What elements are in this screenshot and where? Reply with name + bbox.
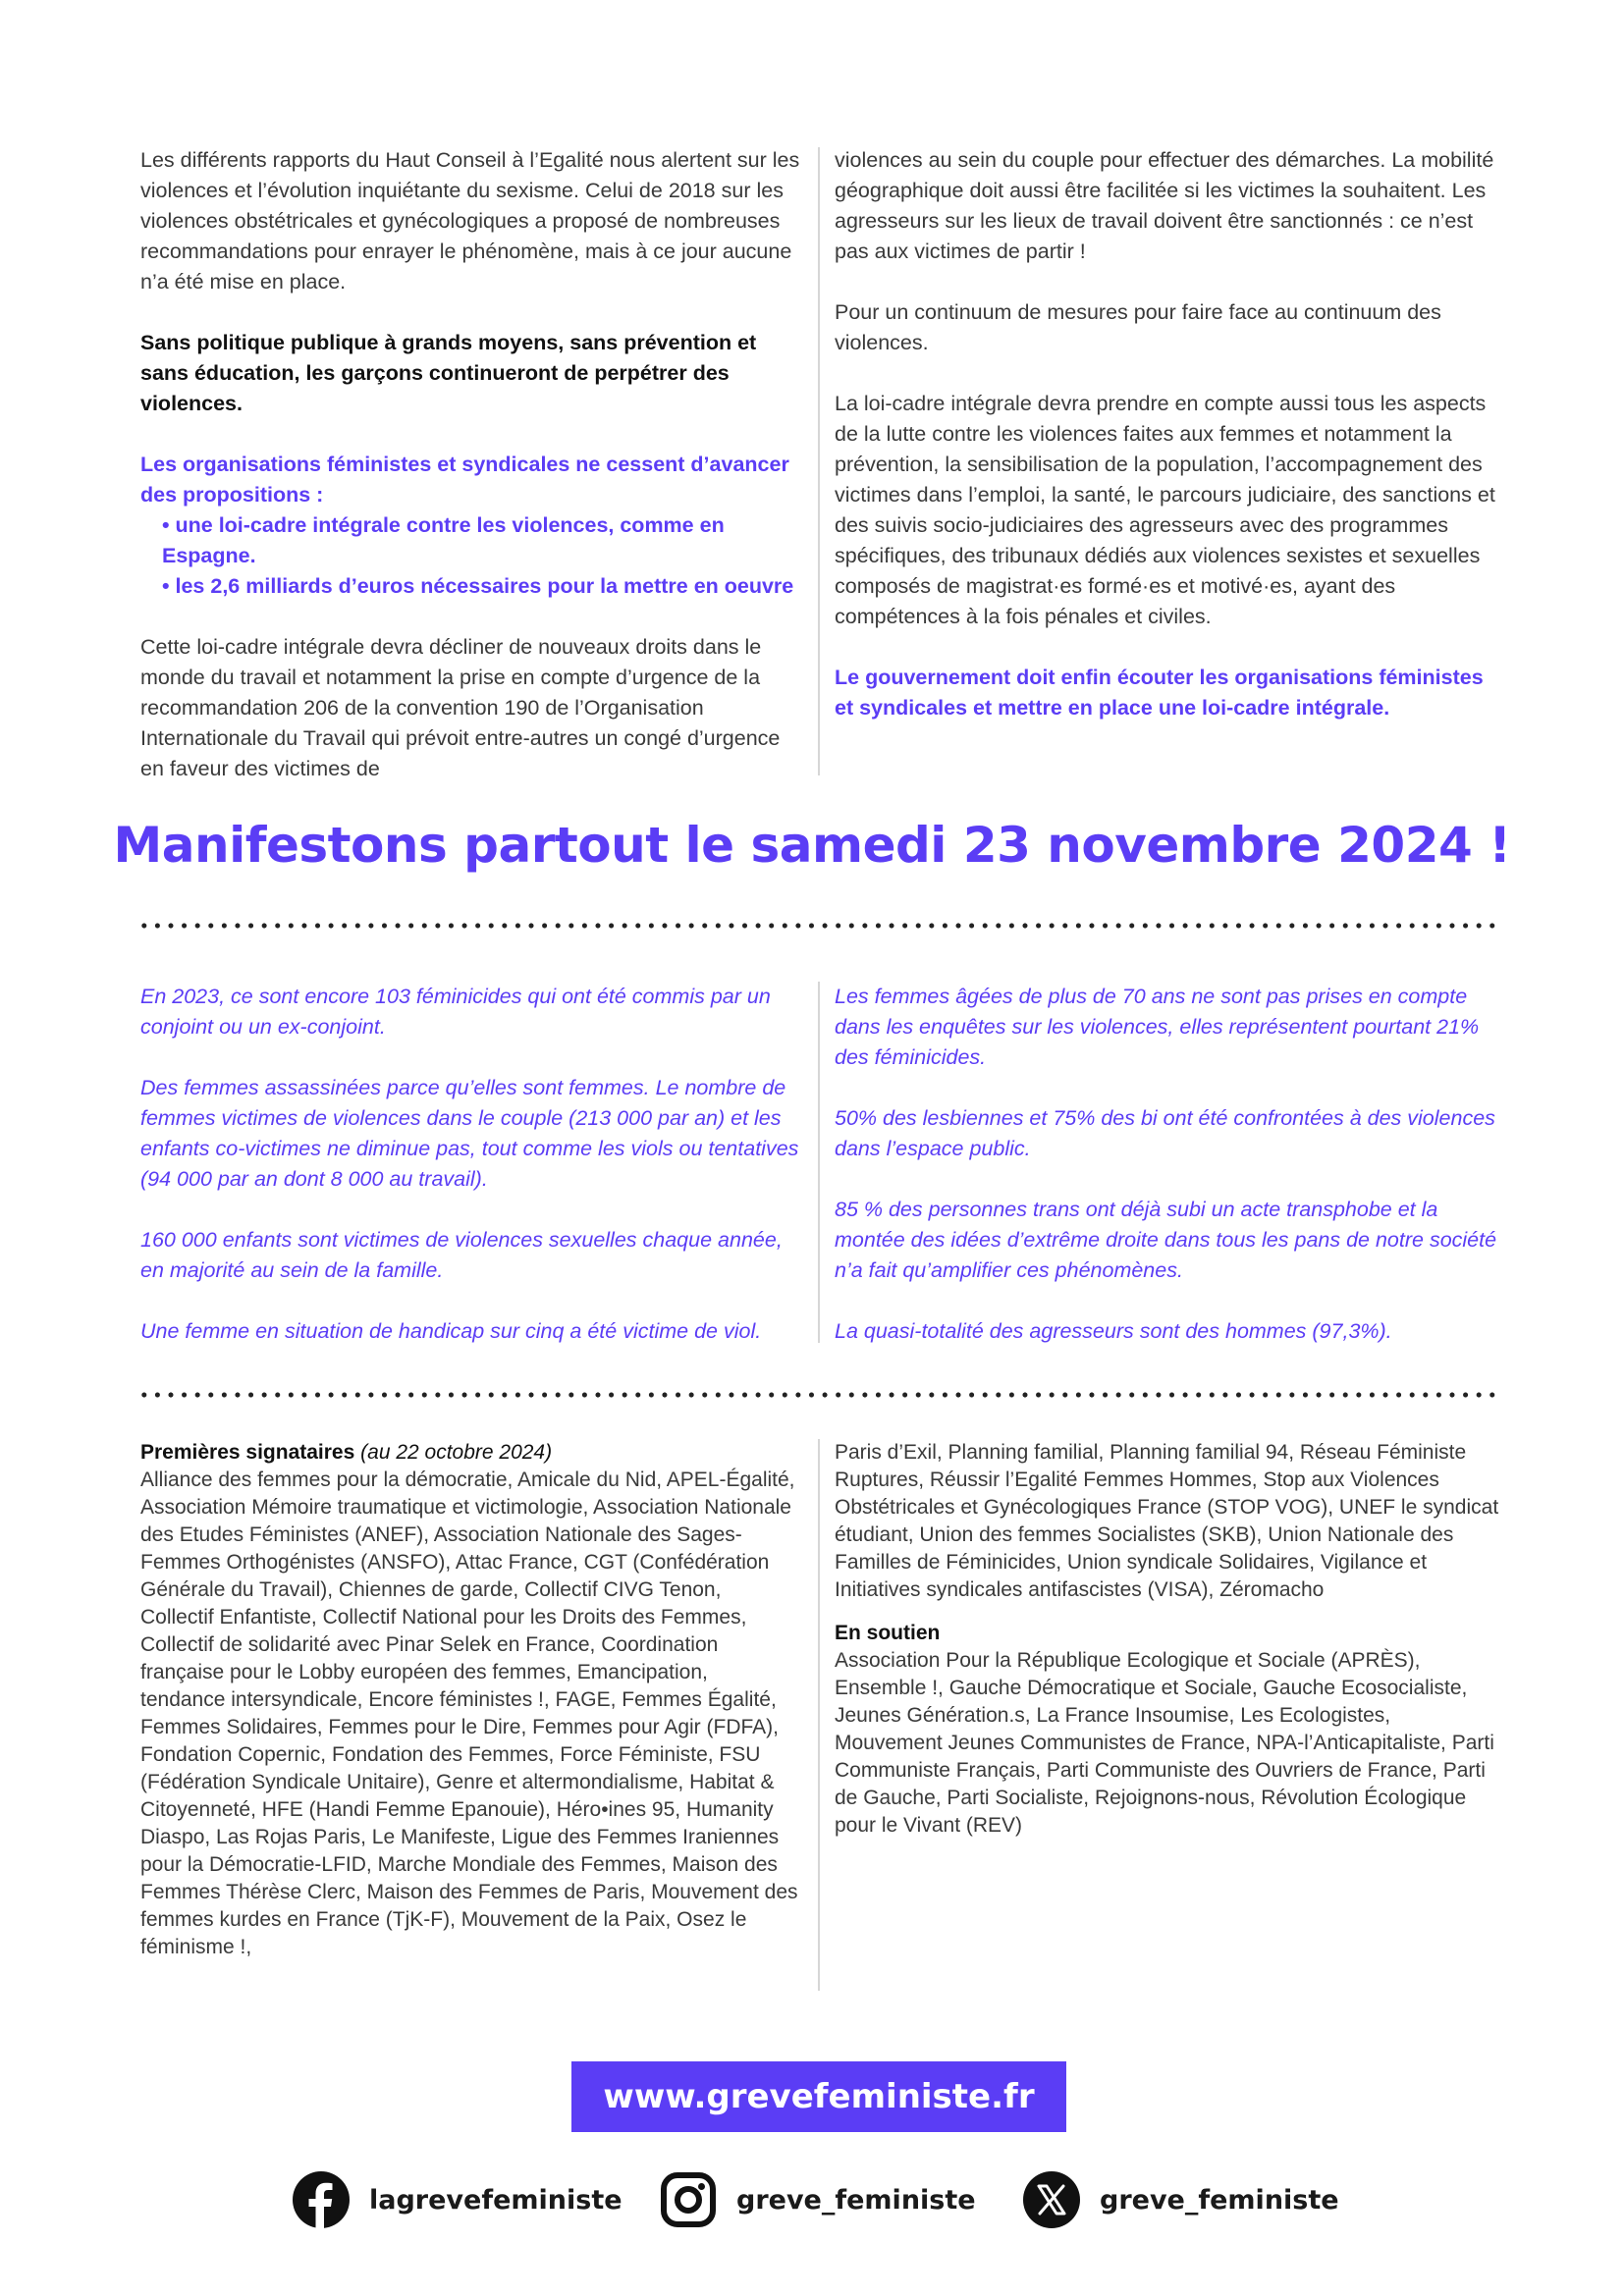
stat-item: Des femmes assassinées parce qu’elles sont femmes. Le nombre de femmes victimes de violences dans le couple (213 000 par an) et les enfants co-victimes ne diminue pas, tout comme les viols ou tentatives (94 000 par an dont 8 000 au travail).	[140, 1076, 799, 1191]
stat-item: Les femmes âgées de plus de 70 ans ne sont pas prises en compte dans les enquêtes sur les violences, elles représentent pourtant 21% des féminicides.	[835, 985, 1480, 1069]
instagram-icon	[660, 2171, 717, 2228]
intro-left-column	[140, 145, 808, 784]
signatories-list: Alliance des femmes pour la démocratie, Amicale du Nid, APEL-Égalité, Association Mémoire traumatique et victimologie, Association Nationale des Etudes Féministes (ANEF), Association Nationale des Sages-Femmes Orthogénistes (ANSFO), Attac France, CGT (Confédération Générale du Travail), Chiennes de garde, Collectif CIVG Tenon, Collectif Enfantiste, Collectif National pour les Droits des Femmes, Collectif de solidarité avec Pinar Selek en France, Coordination française pour le Lobby européen des femmes, Emancipation, tendance intersyndicale, Encore féministes !, FAGE, Femmes Égalité, Femmes Solidaires, Femmes pour le Dire, Femmes pour Agir (FDFA), Fondation Copernic, Fondation des Femmes, Force Féministe, FSU (Fédération Syndicale Unitaire), Genre et altermondialisme, Habitat & Citoyenneté, HFE (Handi Femme Epanouie), Héro•ines 95, Humanity Diaspo, Las Rojas Paris, Le Manifeste, Ligue des Femmes Iraniennes pour la Démocratie-LFID, Marche Mondiale des Femmes, Maison des Femmes Thérèse Clerc, Maison des Femmes de Paris, Mouvement des femmes kurdes en France (TjK-F), Mouvement de la Paix, Osez le féminisme !,	[140, 1468, 798, 1958]
signatories-heading	[140, 1439, 798, 1467]
stat-item: 160 000 enfants sont victimes de violences sexuelles chaque année, en majorité au sein de la famille.	[140, 1228, 783, 1282]
continuum-paragraph: Pour un continuum de mesures pour faire face au continuum des violences.	[835, 300, 1441, 354]
loi-cadre-paragraph: Cette loi-cadre intégrale devra décliner de nouveaux droits dans le monde du travail et notamment la prise en compte d’urgence de la recommandation 206 de la convention 190 de l’Organisation Internationale du Travail qui prévoit entre-autres un congé d’urgence en faveur des victimes de	[140, 635, 781, 780]
x-handle: greve_feministe	[1100, 2184, 1339, 2216]
support-heading: En soutien	[835, 1622, 941, 1644]
signatories-list-continued: Paris d’Exil, Planning familial, Planning familial 94, Réseau Féministe Ruptures, Réussir l’Egalité Femmes Hommes, Stop aux Violences Obstétricales et Gynécologiques France (STOP VOG), UNEF le syndicat étudiant, Union des femmes Socialistes (SKB), Union Nationale des Familles de Féminicides, Union syndicale Solidaires, Vigilance et Initiatives syndicales antifascistes (VISA), Zéromacho	[835, 1441, 1499, 1601]
dotted-separator	[137, 1392, 1497, 1398]
support-list: Association Pour la République Ecologique et Sociale (APRÈS), Ensemble !, Gauche Démocratique et Sociale, Gauche Ecosocialiste, Jeunes Génération.s, La France Insoumise, Les Ecologistes, Mouvement Jeunes Communistes de France, NPA-l’Anticapitaliste, Parti Communiste Français, Parti Communiste des Ouvriers de France, Parti de Gauche, Parti Socialiste, Rejoignons-nous, Révolution Écologique pour le Vivant (REV)	[835, 1649, 1494, 1837]
intro-paragraph: Les différents rapports du Haut Conseil à l’Egalité nous alertent sur les violences et l’évolution inquiétante du sexisme. Celui de 2018 sur les violences obstétricales et gynécologiques a proposé de nombreuses recommandations pour enrayer le phénomène, mais à ce jour aucune n’a été mise en place.	[140, 148, 800, 294]
proposal-item: • une loi-cadre intégrale contre les violences, comme en Espagne.	[162, 513, 725, 567]
proposals-intro: Les organisations féministes et syndicales ne cessent d’avancer des propositions :	[140, 453, 789, 507]
stat-item: La quasi-totalité des agresseurs sont des hommes (97,3%).	[835, 1319, 1392, 1343]
facebook-icon	[293, 2171, 350, 2228]
prevention-statement: Sans politique publique à grands moyens, sans prévention et sans éducation, les garçons continueront de perpétrer des violences.	[140, 331, 757, 415]
headline: Manifestons partout le samedi 23 novembre 2024 !	[113, 817, 1511, 874]
x-icon	[1023, 2171, 1080, 2228]
instagram-link[interactable]	[660, 2169, 976, 2230]
signatories-right	[835, 1439, 1502, 1840]
signatories-title: Premières signataires	[140, 1441, 355, 1464]
facebook-handle: lagrevefeministe	[369, 2184, 623, 2216]
stat-item: 85 % des personnes trans ont déjà subi un acte transphobe et la montée des idées d’extrême droite dans tous les pans de notre société n’a fait qu’amplifier ces phénomènes.	[835, 1198, 1497, 1282]
column-divider	[818, 1439, 820, 1991]
dotted-separator	[137, 923, 1497, 929]
stats-right-column	[835, 982, 1502, 1347]
website-link[interactable]: www.grevefeministe.fr	[571, 2061, 1066, 2132]
x-link[interactable]	[1023, 2169, 1339, 2230]
instagram-handle: greve_feministe	[736, 2184, 976, 2216]
facebook-link[interactable]	[293, 2169, 623, 2230]
loi-cadre-scope-paragraph: La loi-cadre intégrale devra prendre en compte aussi tous les aspects de la lutte contre les violences faites aux femmes et notamment la prévention, la sensibilisation de la population, l’accompagnement des victimes dans l’emploi, la santé, le parcours judiciaire, des sanctions et des suivis socio-judiciaires des agresseurs avec des programmes spécifiques, des tribunaux dédiés aux violences sexistes et sexuelles composés de magistrat·es formé·es et motivé·es, ayant des compétences à la fois pénales et civiles.	[835, 392, 1495, 628]
signatories-date: (au 22 octobre 2024)	[360, 1441, 553, 1464]
proposals-block	[140, 450, 808, 602]
government-demand: Le gouvernement doit enfin écouter les organisations féministes et syndicales et mettre en place une loi-cadre intégrale.	[835, 666, 1484, 720]
proposal-item: • les 2,6 milliards d’euros nécessaires pour la mettre en oeuvre	[162, 574, 794, 598]
column-divider	[818, 147, 820, 775]
stats-left-column	[140, 982, 808, 1347]
column-divider	[818, 982, 820, 1343]
stat-item: Une femme en situation de handicap sur cinq a été victime de viol.	[140, 1319, 762, 1343]
signatories-left	[140, 1439, 798, 1961]
stat-item: 50% des lesbiennes et 75% des bi ont été confrontées à des violences dans l’espace public.	[835, 1106, 1495, 1160]
violences-paragraph: violences au sein du couple pour effectuer des démarches. La mobilité géographique doit aussi être facilitée si les victimes la souhaitent. Les agresseurs sur les lieux de travail doivent être sanctionnés : ce n’est pas aux victimes de partir !	[835, 148, 1494, 263]
stat-item: En 2023, ce sont encore 103 féminicides qui ont été commis par un conjoint ou un ex-conjoint.	[140, 985, 771, 1039]
intro-right-column	[835, 145, 1502, 723]
